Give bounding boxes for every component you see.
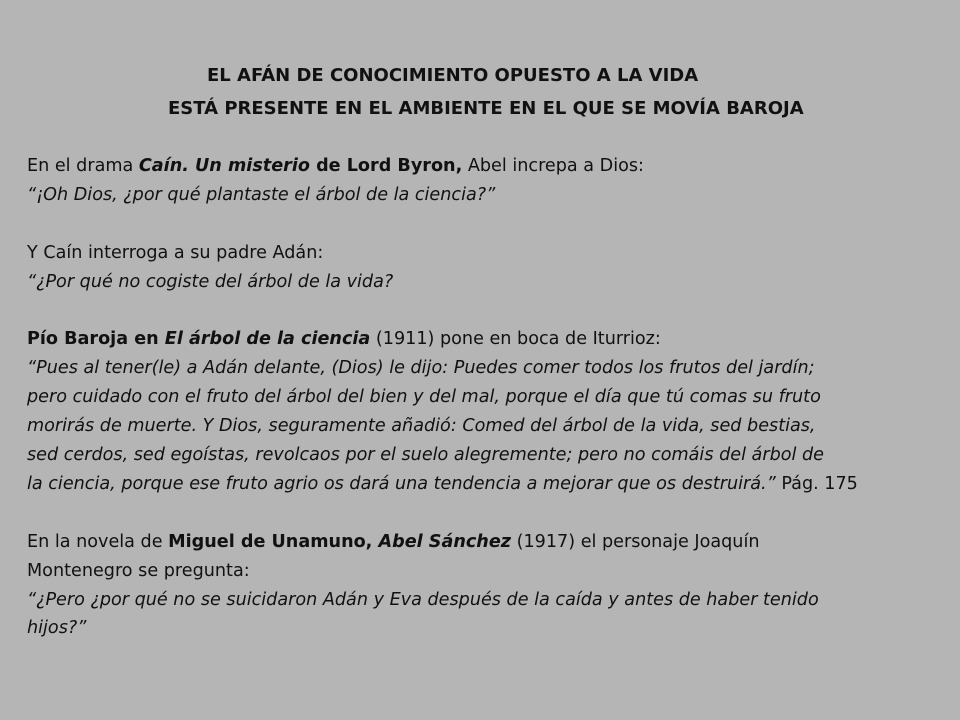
byron-author: de Lord Byron, (309, 156, 463, 176)
unamuno-intro-text: En la novela de (27, 531, 169, 552)
baroja-quote-line (27, 412, 947, 441)
baroja-page-ref: Pág. 175 (775, 473, 858, 494)
byron-intro (27, 152, 947, 181)
unamuno-intro-line-2: Montenegro se pregunta: (27, 560, 250, 581)
unamuno-quote-text: hijos?” (27, 618, 87, 639)
cain-intro: Y Caín interroga a su padre Adán: (27, 242, 324, 263)
baroja-intro (27, 325, 947, 354)
baroja-quote-line (27, 441, 947, 470)
unamuno-intro (27, 528, 947, 557)
cain-quote (27, 268, 947, 297)
byron-quote (27, 181, 947, 210)
unamuno-work-title: Abel Sánchez (378, 531, 511, 552)
byron-quote-text: “¡Oh Dios, ¿por qué plantaste el árbol de la ciencia?” (27, 184, 496, 205)
unamuno-quote-line (27, 614, 947, 643)
baroja-quote-text: morirás de muerte. Y Dios, seguramente añadió: Comed del árbol de la vida, sed bestias, (27, 416, 816, 437)
byron-work-title: Caín. Un misterio (138, 156, 310, 176)
baroja-quote-line (27, 383, 947, 412)
baroja-quote-line (27, 470, 947, 499)
unamuno-quote-text: “¿Pero ¿por qué no se suicidaron Adán y Eva después de la caída y antes de haber tenido (27, 589, 819, 610)
unamuno-author: Miguel de Unamuno, (168, 531, 379, 552)
baroja-quote-text: “Pues al tener(le) a Adán delante, (Dios) le dijo: Puedes comer todos los frutos del jardín; (27, 358, 815, 379)
baroja-intro-post: (1911) pone en boca de Iturrioz: (370, 329, 661, 350)
baroja-quote-line (27, 354, 947, 383)
title-line-2: ESTÁ PRESENTE EN EL AMBIENTE EN EL QUE SE MOVÍA BAROJA (168, 98, 804, 119)
title-line-1: EL AFÁN DE CONOCIMIENTO OPUESTO A LA VIDA (207, 65, 699, 86)
baroja-author: Pío Baroja en (27, 329, 165, 350)
cain-quote-text: “¿Por qué no cogiste del árbol de la vida? (27, 271, 394, 292)
baroja-quote-text: la ciencia, porque ese fruto agrio os dará una tendencia a mejorar que os destruirá.” (27, 473, 776, 494)
unamuno-intro-post: (1917) el personaje Joaquín (511, 531, 760, 552)
baroja-quote-text: pero cuidado con el fruto del árbol del bien y del mal, porque el día que tú comas su fruto (27, 387, 821, 408)
byron-intro-text: En el drama (27, 156, 139, 176)
slide-body (27, 152, 947, 643)
baroja-work-title: El árbol de la ciencia (164, 329, 371, 350)
baroja-quote-text: sed cerdos, sed egoístas, revolcaos por el suelo alegremente; pero no comáis del árbol de (27, 445, 824, 466)
byron-intro-post: Abel increpa a Dios: (462, 156, 644, 176)
unamuno-quote-line (27, 586, 947, 615)
